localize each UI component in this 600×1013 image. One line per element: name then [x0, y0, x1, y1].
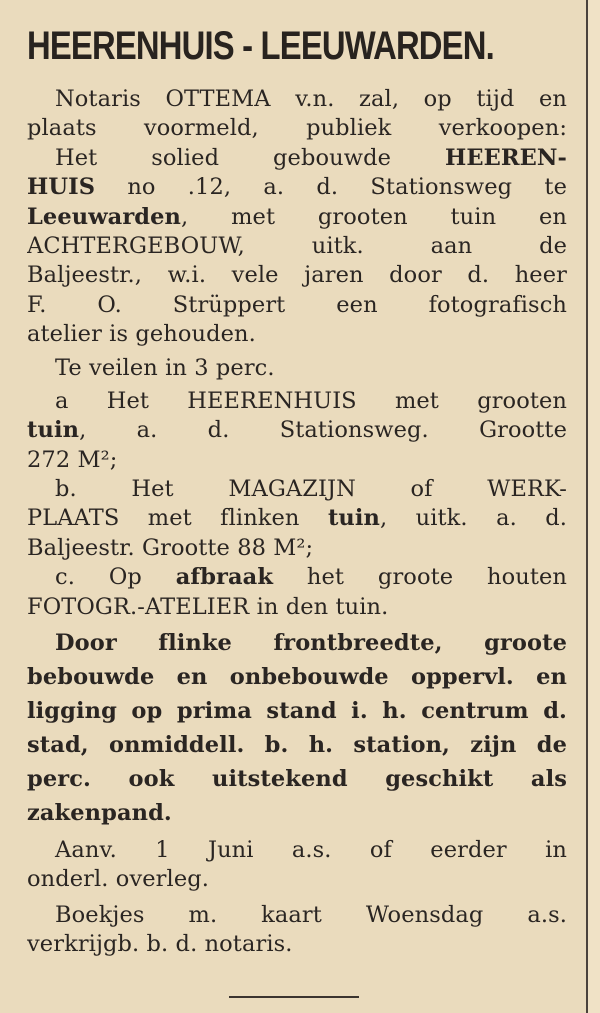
intro-line	[27, 144, 567, 173]
parcel-b-line	[27, 504, 567, 533]
intro-line	[27, 114, 567, 143]
parcel-bold-text: afbraak	[175, 564, 274, 591]
parcel-text: c. Op	[55, 564, 176, 591]
aanvaarding-line: onderl. overleg.	[27, 866, 210, 893]
promo-line: ligging op prima stand i. h. centrum d.	[27, 698, 567, 725]
intro-text: Baljeestr., w.i. vele jaren door d. heer	[27, 262, 567, 289]
promo-paragraph	[27, 626, 567, 830]
intro-line	[27, 261, 567, 290]
parcel-bold-text: tuin	[27, 417, 80, 444]
intro-bold-text: Leeuwarden	[27, 203, 182, 230]
promo-line: zakenpand.	[27, 800, 172, 827]
parcel-text: 272 M²;	[27, 446, 118, 473]
boekjes-paragraph	[27, 901, 567, 960]
parcel-text: , uitk. a. d.	[380, 505, 567, 532]
intro-text: Het solied gebouwde	[55, 144, 445, 171]
parcel-list	[27, 387, 567, 622]
parcel-text: het groote houten	[273, 564, 567, 591]
intro-line	[27, 203, 567, 232]
promo-line: Door flinke frontbreedte, groote	[55, 630, 567, 657]
boekjes-line: verkrijgb. b. d. notaris.	[27, 931, 293, 958]
intro-text: atelier is gehouden.	[27, 321, 256, 348]
headline: HEERENHUIS - LEEUWARDEN.	[27, 24, 494, 68]
parcel-a-line	[27, 416, 567, 445]
intro-text: Notaris OTTEMA v.n. zal, op tijd en	[55, 86, 567, 112]
intro-bold-text: HEEREN-	[444, 144, 567, 171]
parcel-c-line	[27, 563, 567, 592]
advertisement-body	[27, 85, 567, 960]
intro-line	[27, 291, 567, 320]
parcel-text: , a. d. Stationsweg. Grootte	[79, 417, 567, 444]
parcel-text: a Het HEERENHUIS met grooten	[55, 387, 567, 414]
parcel-text: Baljeestr. Grootte 88 M²;	[27, 534, 314, 561]
parcel-c-line	[27, 593, 567, 622]
parcel-bold-text: tuin	[327, 505, 380, 532]
intro-text: no .12, a. d. Stationsweg te	[95, 174, 567, 201]
parcel-b-line	[27, 475, 567, 504]
promo-line: stad, onmiddell. b. h. station, zijn de	[27, 732, 567, 759]
intro-line	[27, 232, 567, 261]
intro-text: , met grooten tuin en	[181, 203, 567, 230]
parcel-text: FOTOGR.-ATELIER in den tuin.	[27, 593, 389, 620]
intro-line	[27, 85, 567, 114]
parcel-text: PLAATS met flinken	[27, 505, 328, 532]
intro-line	[27, 173, 567, 202]
intro-text: F. O. Strüppert een fotografisch	[27, 291, 567, 318]
promo-line: perc. ook uitstekend geschikt als	[27, 766, 567, 793]
parcel-a-line	[27, 387, 567, 416]
aanvaarding-paragraph	[27, 836, 567, 895]
boekjes-line: Boekjes m. kaart Woensdag a.s.	[55, 901, 567, 928]
closing-rule	[229, 996, 359, 998]
parcel-a-line	[27, 446, 567, 475]
intro-text: ACHTERGEBOUW, uitk. aan de	[27, 232, 567, 259]
adjacent-column-edge	[588, 0, 600, 1013]
parcel-b-line	[27, 534, 567, 563]
intro-text: plaats voormeld, publiek verkoopen:	[27, 115, 567, 142]
auction-lots-line: Te veilen in 3 perc.	[55, 354, 275, 381]
parcel-text: b. Het MAGAZIJN of WERK-	[55, 476, 567, 503]
intro-line	[27, 320, 567, 349]
promo-line: bebouwde en onbebouwde oppervl. en	[27, 664, 567, 691]
intro-bold-text: HUIS	[27, 174, 96, 201]
aanvaarding-line: Aanv. 1 Juni a.s. of eerder in	[55, 837, 567, 864]
intro-paragraph	[27, 85, 567, 350]
